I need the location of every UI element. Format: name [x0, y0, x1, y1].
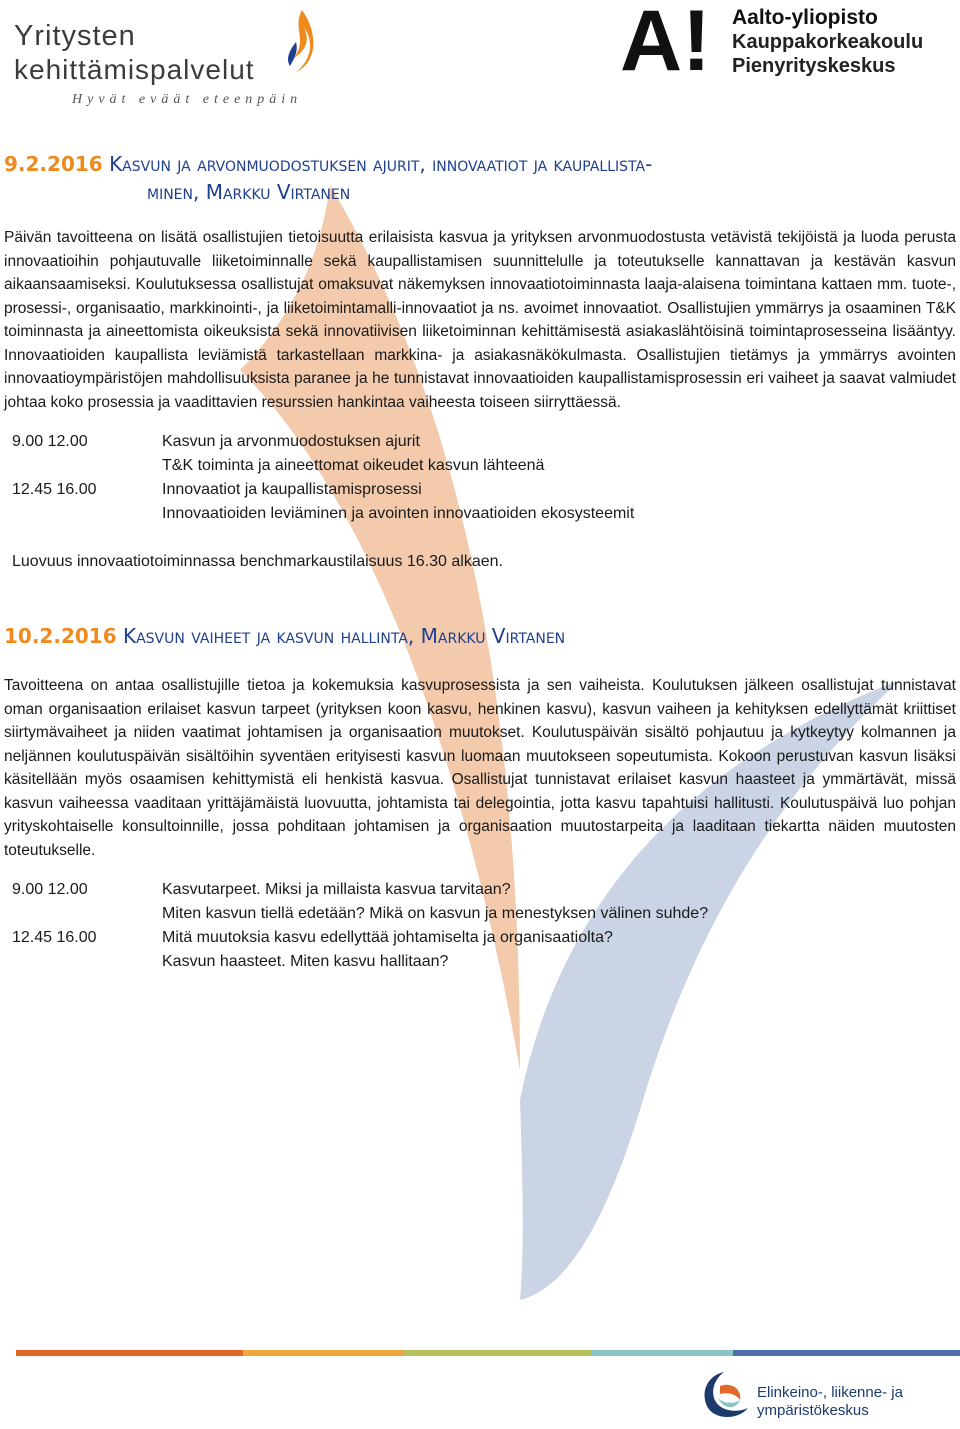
schedule-time	[4, 950, 162, 974]
aalto-line1: Aalto-yliopisto	[732, 6, 878, 29]
schedule-row	[4, 430, 956, 454]
aalto-line2: Kauppakorkeakoulu	[732, 31, 924, 53]
schedule-topic: Kasvun ja arvonmuodostuksen ajurit	[162, 433, 420, 450]
schedule-time	[4, 502, 162, 526]
section2-date: 10.2.2016	[4, 624, 117, 648]
ely-centre-name	[757, 1384, 903, 1420]
benchmark-note: Luovuus innovaatiotoiminnassa benchmarkaustilaisuus 16.30 alkaen.	[12, 553, 503, 570]
section1-intro: Päivän tavoitteena on lisätä osallistujien tietoisuutta erilaisista kasvua ja yrityksen arvonmuodostusta vetävistä tekijöistä ja luoda perusta innovaatioihin pohjautuvalle liiketoiminnalle sekä kaupallistamisen suunnittelulle ja toteutukselle kannattavan ja kestävän kasvun aikaansaamiseksi. Koulutuksessa osallistujat omaksuvat näkemyksen innovaatiotoiminnasta laaja-alaisena toimintana kattaen mm. tuote-, prosessi-, organisaatio, markkinointi-, ja liiketoimintamalli-innovaatiot ja ns. avoimet innovaatiot. Osallistujien ymmärrys ja osaaminen T&K toiminnasta ja aineettomista oikeuksista sekä innovatiivisen liiketoiminnan kehittämisestä asiakaslähtöisinä toimintaprosesseina lisääntyy. Innovaatioiden kaupallista leviämistä tarkastellaan markkina- ja asiakasnäkökulmasta. Osallistujien tietämys ja ymmärrys avointen innovaatioympäristöjen mahdollisuuksista paranee ja he tunnistavat innovaatioiden kaupallistamisprosessin eri vaiheet ja saavat valmiudet johtaa koko prosessia ja vaadittavien resurssien hankintaa vaiheesta toiseen siirryttäessä.	[4, 229, 956, 411]
section2-intro: Tavoitteena on antaa osallistujille tietoa ja kokemuksia kasvuprosessista ja sen vaiheista. Koulutuksen jälkeen osallistujat tunnistavat oman organisaation erilaiset kasvun tarpeet (yrityksen koon kasvu, henkinen kasvu), kasvun vaiheen ja kehityksen edellyttämät kriittiset siirtymävaiheet ja niiden vaatimat johtamisen ja organisaation muutokset. Koulutuspäivän sisältö pohjautuu ja kytkeytyy kolmannen ja neljännen koulutuspäivän sisältöihin syventäen erityisesti kasvun luomaan muutokseen sopeutumista. Kokoon perustuvan kasvun lisäksi käsitellään myös osaamisen kehittymistä eli henkistä kasvua. Osallistujat tunnistavat erilaiset kasvun haasteet ja ymmärtävät, missä kasvun vaiheessa vaaditaan yrittäjämäistä luovuutta, johtamista tai delegointia, jotta kasvu tapahtuisi hallitusti. Koulutuspäivä luo pohjan yrityskohtaiselle konsultoinnille, jossa pohditaan johtamisen ja organisaation muutostarpeita ja laaditaan tiekartta näiden muutosten toteutukselle.	[4, 677, 956, 859]
aalto-university-logo	[620, 4, 960, 84]
schedule-topic: Mitä muutoksia kasvu edellyttää johtamiselta ja organisaatiolta?	[162, 929, 613, 946]
schedule-time: 12.45 16.00	[12, 481, 97, 498]
schedule-time: 12.45 16.00	[12, 929, 97, 946]
footer-color-bar	[16, 1350, 960, 1356]
footer-bar-orange	[16, 1350, 243, 1356]
logo-left-line1: Yritysten	[14, 20, 136, 52]
flame-icon	[284, 10, 314, 80]
schedule-time	[4, 902, 162, 926]
schedule-topic: Miten kasvun tiellä edetään? Mikä on kasvun ja menestyksen välinen suhde?	[162, 905, 709, 922]
schedule-row	[4, 878, 956, 902]
schedule-row	[4, 950, 956, 974]
schedule-topic: Kasvutarpeet. Miksi ja millaista kasvua tarvitaan?	[162, 881, 511, 898]
logo-left-tagline: Hyvät eväät eteenpäin	[72, 92, 303, 107]
ely-centre-logo-icon	[694, 1368, 754, 1424]
section2-heading	[4, 622, 956, 650]
section2-schedule	[4, 878, 956, 974]
schedule-row	[4, 478, 956, 502]
schedule-topic: Innovaatioiden leviäminen ja avointen innovaatioiden ekosysteemit	[162, 505, 635, 522]
footer-bar-amber	[243, 1350, 403, 1356]
schedule-row	[4, 902, 956, 926]
footer-bar-blue	[733, 1350, 960, 1356]
schedule-row	[4, 454, 956, 478]
schedule-time: 9.00 12.00	[12, 433, 88, 450]
section1-schedule	[4, 430, 956, 526]
schedule-topic: T&K toiminta ja aineettomat oikeudet kasvun lähteenä	[162, 457, 545, 474]
section2-title: Kasvun vaiheet ja kasvun hallinta, Markku Virtanen	[122, 624, 566, 648]
logo-left-line2: kehittämispalvelut	[14, 54, 255, 85]
schedule-topic: Innovaatiot ja kaupallistamisprosessi	[162, 481, 422, 498]
document-body	[4, 150, 956, 974]
footer-bar-green	[403, 1350, 592, 1356]
aalto-line3: Pienyrityskeskus	[732, 55, 896, 77]
ely-line1: Elinkeino-, liikenne- ja	[757, 1384, 903, 1401]
schedule-row	[4, 502, 956, 526]
schedule-row	[4, 926, 956, 950]
schedule-time: 9.00 12.00	[12, 881, 88, 898]
aalto-mark-text: A!	[620, 6, 711, 76]
footer-bar-teal	[592, 1350, 734, 1356]
section1-date: 9.2.2016	[4, 152, 103, 176]
schedule-time	[4, 454, 162, 478]
aalto-a-mark-icon	[620, 6, 720, 76]
section1-title-line1: Kasvun ja arvonmuodostuksen ajurit, innovaatiot ja kaupallista-	[109, 152, 653, 176]
schedule-topic: Kasvun haasteet. Miten kasvu hallitaan?	[162, 953, 449, 970]
section1-heading	[4, 150, 956, 206]
yritysten-kehittamispalvelut-logo	[12, 10, 312, 110]
ely-line2: ympäristökeskus	[757, 1402, 869, 1419]
section1-title-line2: minen, Markku Virtanen	[147, 180, 351, 204]
